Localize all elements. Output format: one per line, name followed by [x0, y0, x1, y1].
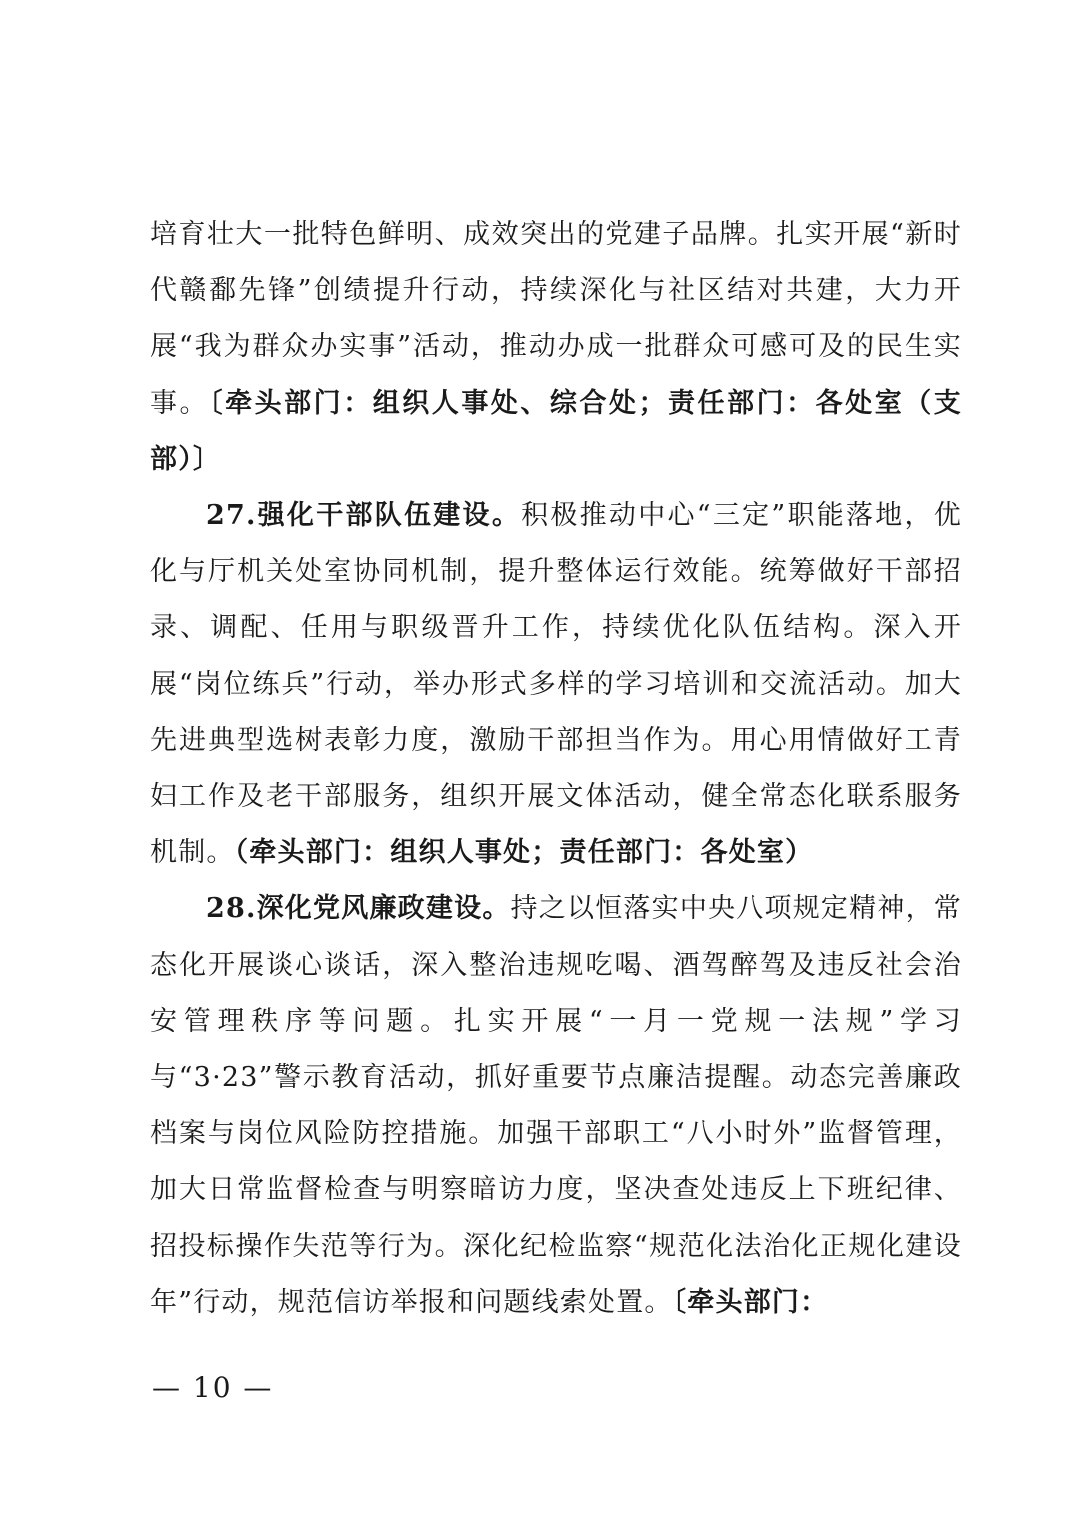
- item-27-paragraph: [150, 488, 962, 881]
- item-27-responsibility: （牵头部门：组织人事处；责任部门：各处室）: [234, 837, 814, 869]
- item-28-text: 持之以恒落实中央八项规定精神，常态化开展谈心谈话，深入整治违规吃喝、酒驾醉驾及违反社会治安管理秩序等问题。扎实开展“一月一党规一法规”学习与“3·23”警示教育活动，抓好重要节点廉洁提醒。动态完善廉政档案与岗位风险防控措施。加强干部职工“八小时外”监督管理，加大日常监督检查与明察暗访力度，坚决查处违反上下班纪律、招投标操作失范等行为。深化纪检监察“规范化法治化正规化建设年”行动，规范信访举报和问题线索处置。: [150, 893, 962, 1318]
- item-28-paragraph: [150, 881, 962, 1331]
- item-28-heading: 28.深化党风廉政建设。: [206, 893, 511, 925]
- paragraph-1-responsibility: 〔牵头部门：组织人事处、综合处；责任部门：各处室（支部）〕: [150, 387, 962, 475]
- item-28-responsibility: 〔牵头部门：: [672, 1286, 829, 1318]
- paragraph-continuation: [150, 207, 962, 488]
- item-27-text: 积极推动中心“三定”职能落地，优化与厅机关处室协同机制，提升整体运行效能。统筹做好干部招录、调配、任用与职级晋升工作，持续优化队伍结构。深入开展“岗位练兵”行动，举办形式多样的学习培训和交流活动。加大先进典型选树表彰力度，激励干部担当作为。用心用情做好工青妇工作及老干部服务，组织开展文体活动，健全常态化联系服务机制。: [150, 500, 963, 869]
- item-27-heading: 27.强化干部队伍建设。: [206, 500, 522, 532]
- paragraph-1-text: 培育壮大一批特色鲜明、成效突出的党建子品牌。扎实开展“新时代赣鄱先锋”创绩提升行动，持续深化与社区结对共建，大力开展“我为群众办实事”活动，推动办成一批群众可感可及的民生实事。: [150, 219, 962, 419]
- document-body: [150, 207, 962, 1331]
- page-number: — 10 —: [152, 1371, 274, 1404]
